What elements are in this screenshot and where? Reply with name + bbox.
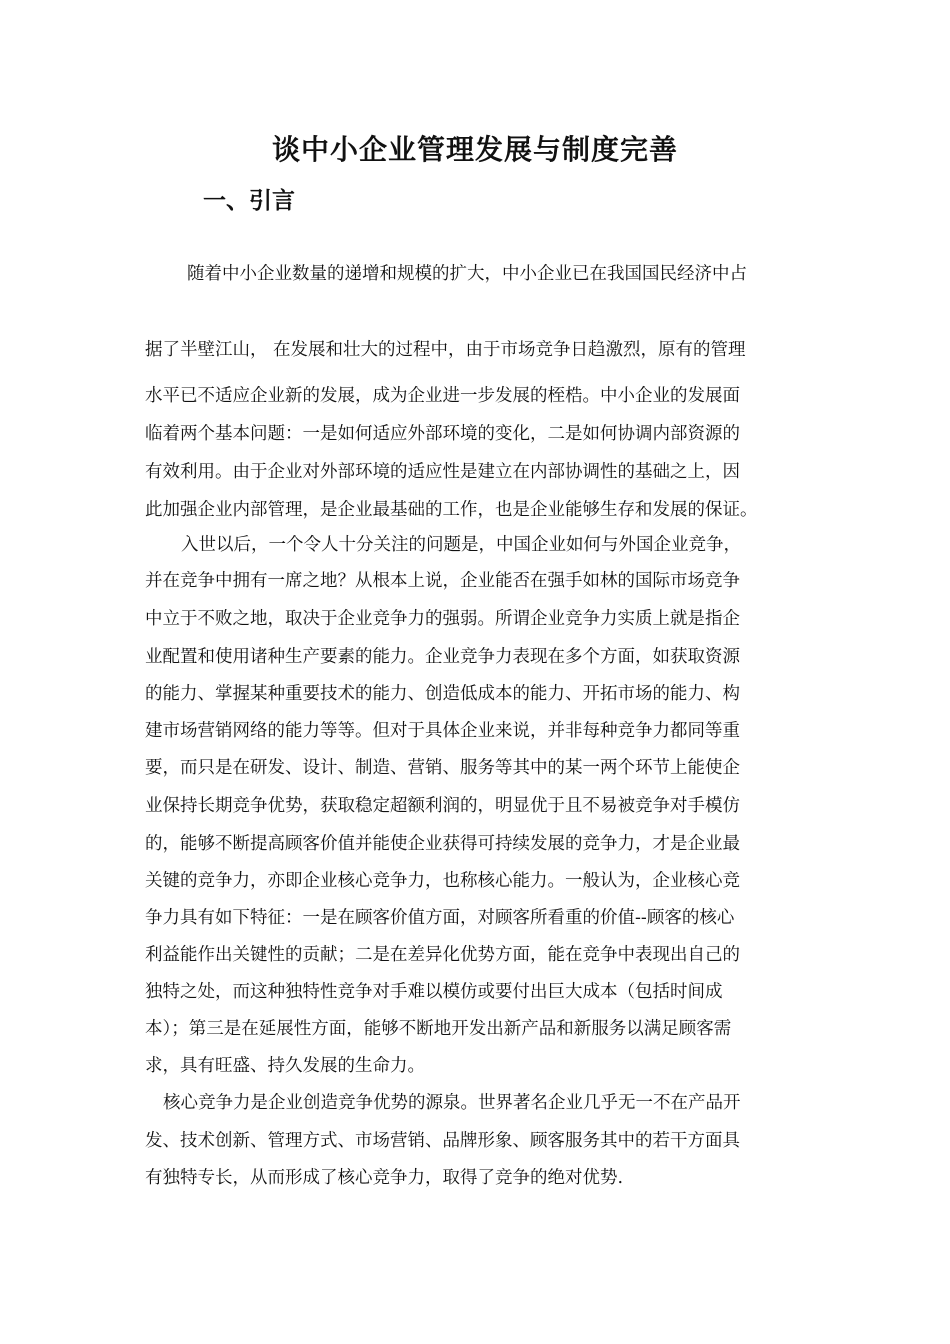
body-line: 入世以后，一个令人十分关注的问题是，中国企业如何与外国企业竞争， (181, 535, 741, 555)
body-line: 水平已不适应企业新的发展，成为企业进一步发展的桎梏。中小企业的发展面 (145, 386, 740, 406)
body-line: 并在竞争中拥有一席之地？从根本上说，企业能否在强手如林的国际市场竞争 (145, 571, 740, 591)
body-line: 中立于不败之地，取决于企业竞争力的强弱。所谓企业竞争力实质上就是指企 (145, 609, 740, 629)
body-line: 要，而只是在研发、设计、制造、营销、服务等其中的某一两个环节上能使企 (145, 758, 740, 778)
body-line: 独特之处，而这种独特性竞争对手难以模仿或要付出巨大成本（包括时间成 (145, 982, 723, 1002)
body-line: 发、技术创新、管理方式、市场营销、品牌形象、顾客服务其中的若干方面具 (145, 1131, 740, 1151)
body-line: 的，能够不断提高顾客价值并能使企业获得可持续发展的竞争力，才是企业最 (145, 834, 740, 854)
body-line: 利益能作出关键性的贡献；二是在差异化优势方面，能在竞争中表现出自己的 (145, 945, 740, 965)
section-heading: 一、引言 (203, 188, 295, 214)
body-line: 业配置和使用诸种生产要素的能力。企业竞争力表现在多个方面，如获取资源 (145, 647, 740, 667)
body-line: 争力具有如下特征：一是在顾客价值方面，对顾客所看重的价值--顾客的核心 (145, 908, 735, 928)
body-line: 的能力、掌握某种重要技术的能力、创造低成本的能力、开拓市场的能力、构 (145, 684, 740, 704)
body-line: 据了半壁江山， 在发展和壮大的过程中，由于市场竞争日趋激烈，原有的管理 (145, 340, 746, 360)
body-line: 关键的竞争力，亦即企业核心竞争力，也称核心能力。一般认为，企业核心竞 (145, 871, 740, 891)
body-line: 有效利用。由于企业对外部环境的适应性是建立在内部协调性的基础之上，因 (145, 462, 740, 482)
body-line: 求，具有旺盛、持久发展的生命力。 (145, 1056, 425, 1076)
document-title: 谈中小企业管理发展与制度完善 (271, 133, 678, 166)
body-line: 核心竞争力是企业创造竞争优势的源泉。世界著名企业几乎无一不在产品开 (163, 1093, 741, 1113)
body-line: 此加强企业内部管理，是企业最基础的工作，也是企业能够生存和发展的保证。 (145, 500, 758, 520)
body-line: 临着两个基本问题：一是如何适应外部环境的变化，二是如何协调内部资源的 (145, 424, 740, 444)
body-line: 业保持长期竞争优势，获取稳定超额利润的，明显优于且不易被竞争对手模仿 (145, 796, 740, 816)
body-line: 随着中小企业数量的递增和规模的扩大，中小企业已在我国国民经济中占 (187, 264, 747, 284)
body-line: 本）；第三是在延展性方面，能够不断地开发出新产品和新服务以满足顾客需 (145, 1019, 732, 1039)
body-line: 有独特专长，从而形成了核心竞争力，取得了竞争的绝对优势. (145, 1168, 624, 1188)
body-line: 建市场营销网络的能力等等。但对于具体企业来说，并非每种竞争力都同等重 (145, 721, 740, 741)
